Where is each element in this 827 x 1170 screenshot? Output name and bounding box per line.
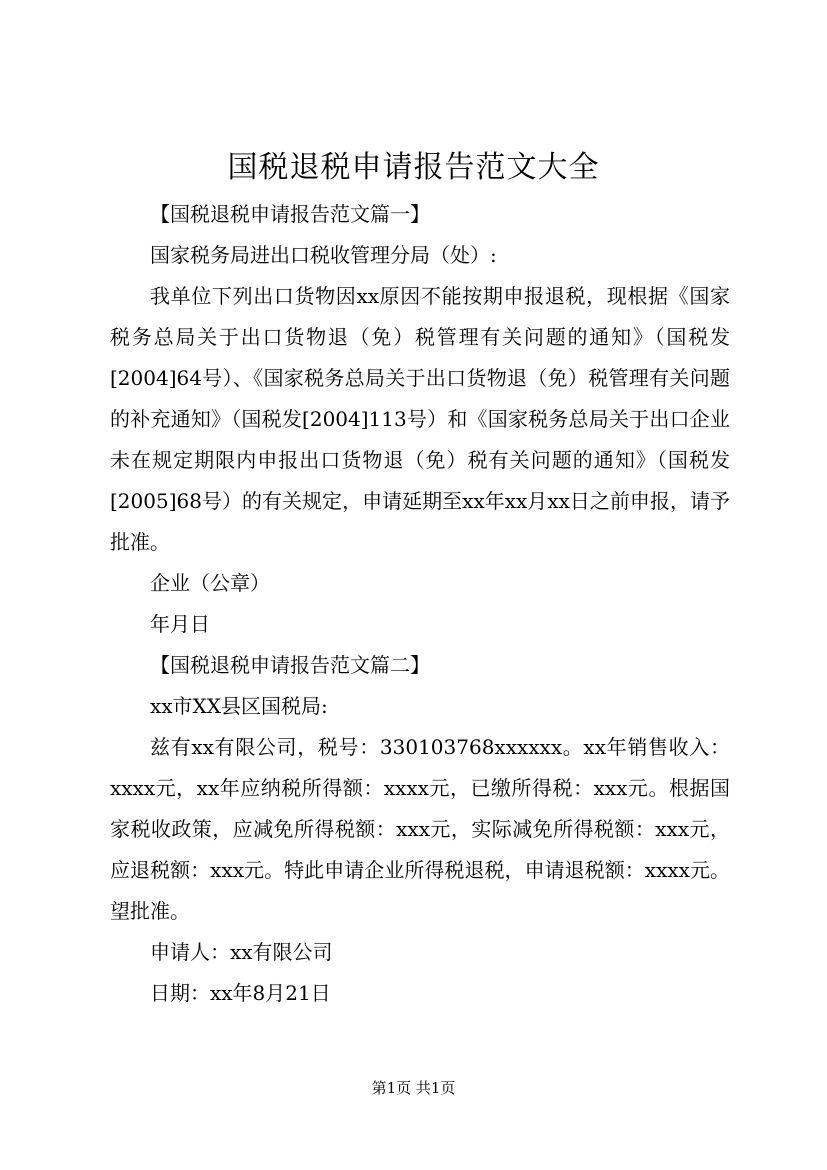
body-paragraph-2: 兹有xx有限公司，税号：330103768xxxxxx。xx年销售收入：xxxx元，xx年应纳税所得额：xxxx元，已缴所得税：xxx元。根据国家税收政策，应减免所得税额：xxx元，实际减免所得税额：xxx元，应退税额：xxx元。特此申请企业所得税退税，申请退税额：xxxx元。望批准。 (110, 735, 730, 923)
addressee-line-1: 国家税务局进出口税收管理分局（处）: (150, 243, 497, 267)
addressee-line-2: xx市XX县区国税局: (150, 694, 328, 718)
applicant-line: 申请人：xx有限公司 (150, 940, 333, 964)
section-heading-2: 【国税退税申请报告范文篇二】 (150, 653, 430, 677)
section-heading-1: 【国税退税申请报告范文篇一】 (150, 202, 430, 226)
document-body (110, 194, 730, 1014)
date-line-2: 日期：xx年8月21日 (150, 981, 331, 1005)
document-title: 国税退税申请报告范文大全 (227, 150, 600, 185)
body-paragraph-1: 我单位下列出口货物因xx原因不能按期申报退税，现根据《国家税务总局关于出口货物退（免）税管理有关问题的通知》（国税发[2004]64号）、《国家税务总局关于出口货物退（免）税管理有关问题的补充通知》（国税发[2004]113号）和《国家税务总局关于出口企业未在规定期限内申报出口货物退（免）税有关问题的通知》（国税发[2005]68号）的有关规定，申请延期至xx年xx月xx日之前申报，请予批准。 (110, 284, 730, 554)
page-footer: 第1页 共1页 (371, 1079, 456, 1097)
company-seal-line: 企业（公章） (150, 571, 270, 595)
date-line-1: 年月日 (150, 612, 210, 636)
